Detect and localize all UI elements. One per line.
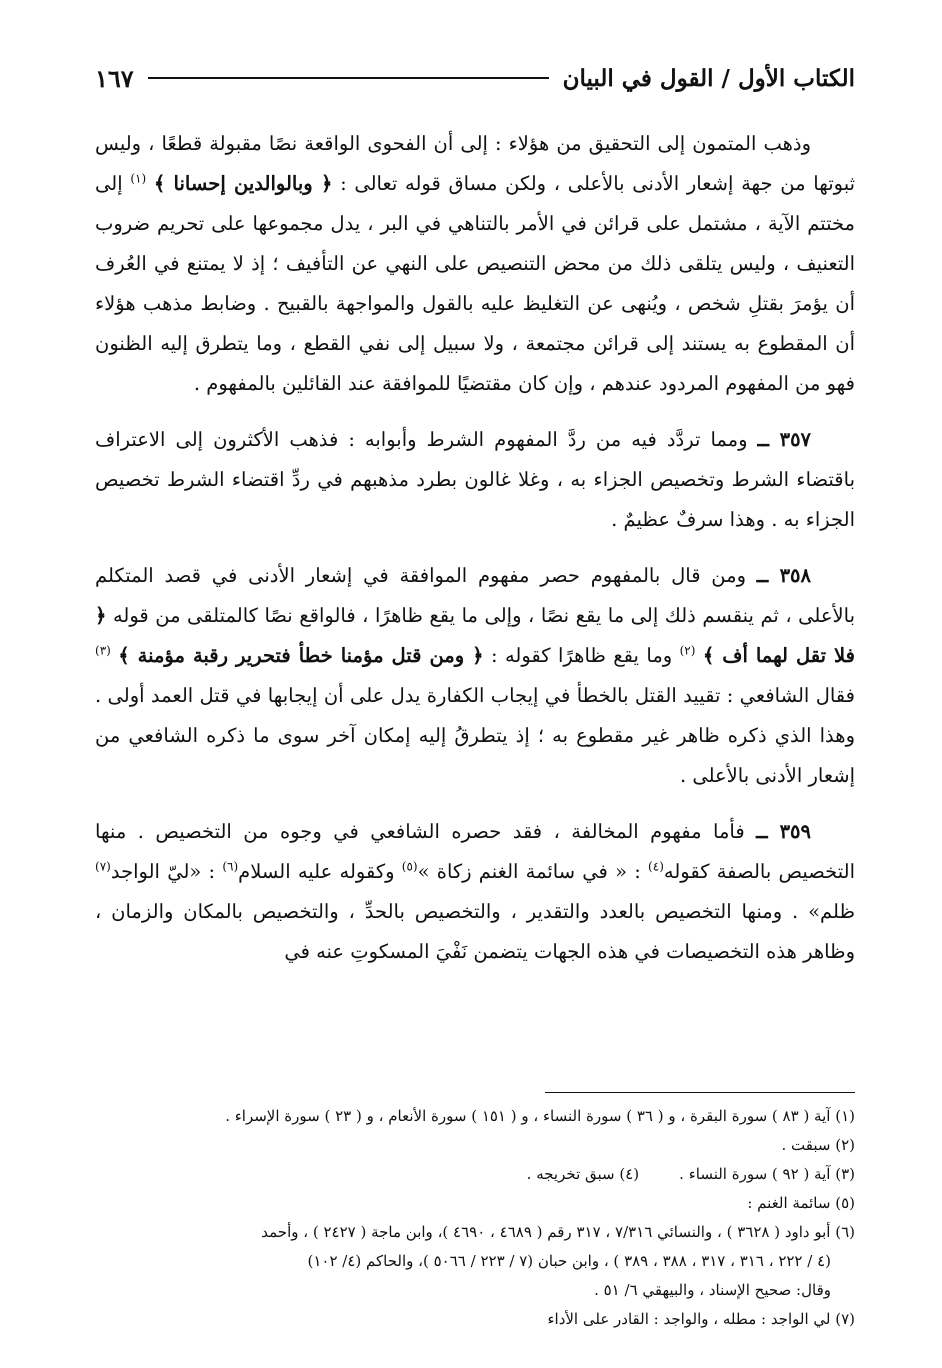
footnotes [95,1102,855,1334]
footnote-ref: (٥) [401,859,418,874]
footnote-1: (١) آية ( ٨٣ ) سورة البقرة ، و ( ٣٦ ) سورة النساء ، و ( ١٥١ ) سورة الأنعام ، و ( ٢٣ ) سورة الإسراء . [225,1107,855,1125]
p4-mid3: : «ليّ الواجد [110,860,223,883]
p2-text: ومما تردَّد فيه من ردَّ المفهوم الشرط وأبوابه : فذهب الأكثرون إلى الاعتراف باقتضاء الشرط وتخصيص الجزاء به ، وغلا غالون بطرد مذهبهم في ردِّ اقتضاء الشرط تخصيص الجزاء به . وهذا سرفٌ عظيمٌ . [95,428,855,531]
paragraph-358 [95,556,855,796]
page-header [95,58,855,98]
paragraph-number: ٣٥٨ ــ [756,564,811,587]
paragraph-number: ٣٥٩ ــ [756,820,811,843]
quran-verse: ﴿ ومن قتل مؤمنا خطأ فتحرير رقبة مؤمنة ﴾ [118,644,484,667]
header-rule [148,77,549,79]
quran-verse: ﴿ فلا تقل لهما أف ﴾ [95,604,855,667]
footnote-6-continued-2: وقال: صحيح الإسناد ، والبيهقي ٦/ ٥١ . [594,1281,831,1299]
footnote-5: (٥) سائمة الغنم : [747,1194,855,1212]
footnote-ref: (٧) [95,859,111,874]
paragraph-1 [95,124,855,404]
quran-verse: ﴿ وبالوالدين إحسانا ﴾ [153,172,333,195]
p3-rest: فقال الشافعي : تقييد القتل بالخطأ في إيجاب الكفارة يدل على أن إيجابها في قتل العمد أولى . وهذا الذي ذكره ظاهر غير مقطوع به ؛ إذ يتطرقُ إليه إمكان آخر سوى ما ذكره الشافعي من إشعار الأدنى بالأعلى . [95,684,855,787]
paragraph-357 [95,420,855,540]
footnote-ref: (٣) [95,643,111,658]
p4-mid2: وكقوله عليه السلام [238,860,402,883]
footnote-7: (٧) لي الواجد : مطله ، والواجد : القادر على الأداء [547,1310,855,1328]
p1-rest: إلى مختتم الآية ، مشتمل على قرائن في الأمر بالتناهي في البر ، يدل مجموعها على تحريم ضروب التعنيف ، وليس يتلقى ذلك من محض التنصيص على النهي عن التأفيف ؛ إذ لا يمتنع في العُرف أن يؤمرَ بقتلِ شخص ، ويُنهى عن التغليظ عليه بالقول والمواجهة بالقبيح . وضابط مذهب هؤلاء أن المقطوع به يستند إلى قرائن مجتمعة ، ولا سبيل إلى نفي القطع ، وما يتطرق إليه الظنون فهو من المفهوم المردود عندهم ، وإن كان مقتضيًا للموافقة عند القائلين بالمفهوم . [95,172,855,395]
document-page [95,40,855,1340]
paragraph-number: ٣٥٧ ــ [757,428,812,451]
paragraph-359 [95,812,855,972]
p3-text: ومن قال بالمفهوم حصر مفهوم الموافقة في إشعار الأدنى في قصد المتكلم بالأعلى ، ثم ينقسم ذلك إلى ما يقع نصًا ، وإلى ما يقع ظاهرًا ، فالواقع نصًا كالمتلقى من قوله [95,564,855,627]
footnote-4: (٤) سبق تخريجه . [526,1165,640,1183]
footnote-2: (٢) سبقت . [781,1136,855,1154]
p1-text: وذهب المتمون إلى التحقيق من هؤلاء : إلى أن الفحوى الواقعة نصًا مقبولة قطعًا ، وليس ثبوتها من جهة إشعار الأدنى بالأعلى ، ولكن مساق قوله تعالى : [95,132,856,195]
footnote-6-continued: (٤ / ٢٢٢ ، ٣١٦ ، ٣١٧ ، ٣٨٨ ، ٣٨٩ ) ، وابن حبان (٧ / ٢٢٣ / ٥٠٦٦ )، والحاكم (٤/ ١٠٢) [307,1252,831,1270]
p4-mid1: : « في سائمة الغنم زكاة » [417,860,649,883]
footnote-ref: (١) [130,171,147,186]
footnote-3: (٣) آية ( ٩٢ ) سورة النساء . [679,1165,855,1183]
p4-text: فأما مفهوم المخالفة ، فقد حصره الشافعي في وجوه من التخصيص . منها التخصيص بالصفة كقوله [95,820,855,883]
p3-mid: وما يقع ظاهرًا كقوله : [483,644,680,667]
footnote-separator [545,1092,855,1093]
footnote-row-3-4 [95,1160,855,1189]
footnote-ref: (٢) [679,643,696,658]
p4-rest: ظلم» . ومنها التخصيص بالعدد والتقدير ، والتخصيص بالحدِّ ، والتخصيص بالمكان والزمان ، وظاهر هذه التخصيصات في هذه الجهات يتضمن نَفْيَ المسكوتِ عنه في [95,900,855,963]
footnote-ref: (٦) [222,859,239,874]
body-text [95,124,855,988]
page-number: ١٦٧ [95,63,134,93]
footnote-6: (٦) أبو داود ( ٣٦٢٨ ) ، والنسائي ٧/٣١٦ ، ٣١٧ رقم ( ٤٦٨٩ ، ٤٦٩٠ )، وابن ماجة ( ٢٤٢٧ ) ، وأحمد [261,1223,855,1241]
footnote-ref: (٤) [648,859,664,874]
running-title: الكتاب الأول / القول في البيان [562,64,855,92]
